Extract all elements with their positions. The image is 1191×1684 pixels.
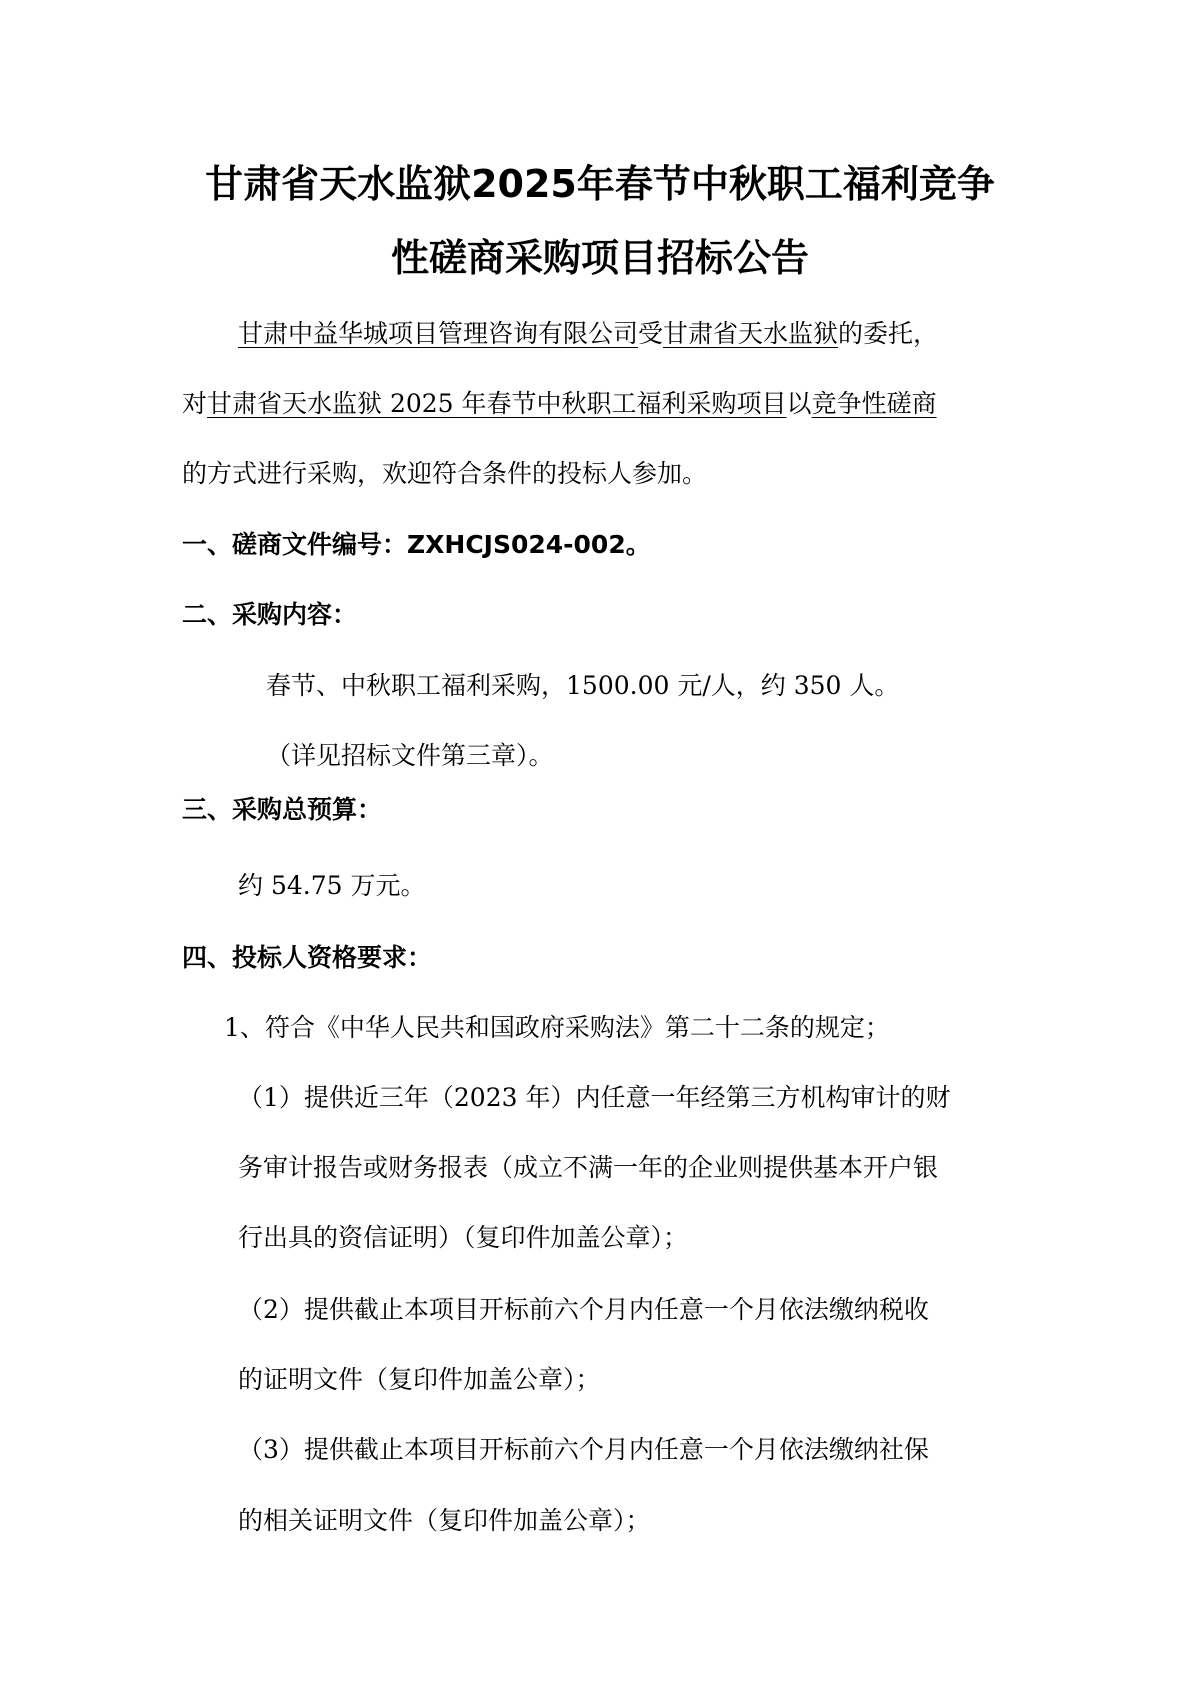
section-4-sub-1-line-2: 务审计报告或财务报表（成立不满一年的企业则提供基本开户银 [238, 1153, 939, 1182]
section-4-sub-1-line-1: （1）提供近三年（2023 年）内任意一年经第三方机构审计的财 [238, 1083, 951, 1112]
section-2-heading: 二、采购内容： [182, 600, 358, 629]
section-4-sub-3-line-2: 的相关证明文件（复印件加盖公章）； [238, 1506, 651, 1535]
section-2-content: 春节、中秋职工福利采购，1500.00 元/人，约 350 人。 [266, 671, 900, 700]
intro-text-commission: 的委托， [838, 319, 939, 348]
title-line-2: 性磋商采购项目招标公告 [390, 236, 809, 280]
project-name: 甘肃省天水监狱 2025 年春节中秋职工福利采购项目 [207, 389, 787, 418]
procurement-method: 竞争性磋商 [811, 389, 937, 418]
section-3-content: 约 54.75 万元。 [238, 871, 426, 900]
intro-text-accept: 受 [638, 319, 664, 348]
section-4-item-1: 1、符合《中华人民共和国政府采购法》第二十二条的规定； [224, 1013, 890, 1042]
section-1-heading: 一、磋商文件编号：ZXHCJS024-002。 [182, 530, 651, 559]
intro-line-1 [238, 316, 938, 352]
section-4-sub-3-line-1: （3）提供截止本项目开标前六个月内任意一个月依法缴纳社保 [238, 1435, 929, 1464]
intro-text-by: 以 [786, 389, 812, 418]
section-4-sub-1-line-3: 行出具的资信证明）（复印件加盖公章）； [238, 1223, 689, 1252]
section-2-note: （详见招标文件第三章）。 [266, 741, 554, 770]
section-4-sub-2-line-2: 的证明文件（复印件加盖公章）； [238, 1365, 601, 1394]
section-4-heading: 四、投标人资格要求： [182, 943, 433, 972]
intro-line-3: 的方式进行采购，欢迎符合条件的投标人参加。 [182, 459, 708, 488]
section-4-sub-2-line-1: （2）提供截止本项目开标前六个月内任意一个月依法缴纳税收 [238, 1295, 929, 1324]
intro-line-2 [182, 386, 937, 422]
section-3-heading: 三、采购总预算： [182, 795, 383, 824]
buyer-name: 甘肃省天水监狱 [663, 319, 839, 348]
title-line-1: 甘肃省天水监狱2025年春节中秋职工福利竞争 [205, 162, 995, 206]
agency-name: 甘肃中益华城项目管理咨询有限公司 [238, 319, 639, 348]
intro-text-for: 对 [182, 389, 208, 418]
